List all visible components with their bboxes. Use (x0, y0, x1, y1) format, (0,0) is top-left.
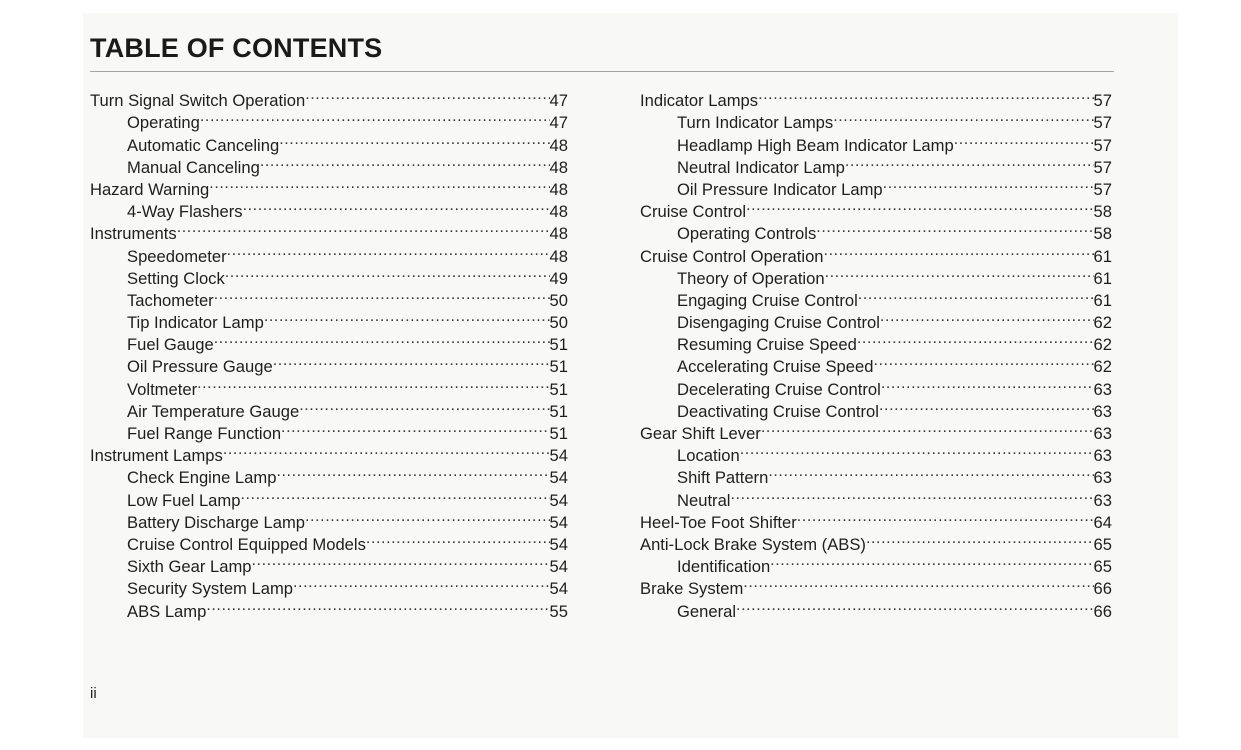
toc-entry-page-number: 63 (1093, 490, 1112, 510)
toc-entry-label: Setting Clock (127, 268, 225, 288)
dot-leader (200, 106, 550, 128)
toc-entry-page-number: 51 (549, 401, 568, 421)
dot-leader (223, 439, 550, 461)
dot-leader (833, 106, 1093, 128)
toc-entry-label: Turn Signal Switch Operation (90, 91, 306, 111)
dot-leader (879, 395, 1094, 417)
dot-leader (743, 572, 1093, 594)
toc-entry-page-number: 57 (1093, 179, 1112, 199)
toc-entry-label: Turn Indicator Lamps (677, 113, 834, 133)
toc-entry-label: Tachometer (127, 290, 214, 310)
toc-right-column (640, 84, 1112, 621)
dot-leader (816, 217, 1093, 239)
toc-entry-page-number: 57 (1093, 157, 1112, 177)
toc-entry-page-number: 61 (1093, 246, 1112, 266)
dot-leader (227, 239, 550, 261)
toc-entry-label: Indicator Lamps (640, 91, 759, 111)
dot-leader (873, 350, 1093, 372)
dot-leader (881, 372, 1094, 394)
dot-leader (731, 483, 1094, 505)
toc-entry-page-number: 61 (1093, 290, 1112, 310)
dot-leader (746, 195, 1093, 217)
toc-entry-label: Battery Discharge Lamp (127, 512, 306, 532)
dot-leader (305, 506, 550, 528)
toc-entry-page-number: 63 (1093, 468, 1112, 488)
toc-entry-page-number: 63 (1093, 401, 1112, 421)
toc-entry-page-number: 54 (549, 557, 568, 577)
toc-entry-page-number: 54 (549, 490, 568, 510)
dot-leader (206, 594, 549, 616)
toc-entry-page-number: 54 (549, 468, 568, 488)
toc-entry-page-number: 48 (549, 202, 568, 222)
toc-entry-label: Fuel Range Function (127, 424, 282, 443)
toc-entry-label: Operating (127, 113, 200, 133)
toc-entry-page-number: 47 (549, 113, 568, 133)
toc-entry-page-number: 51 (549, 379, 568, 399)
toc-entry-label: Oil Pressure Gauge (127, 357, 273, 377)
toc-entry-page-number: 62 (1093, 357, 1112, 377)
toc-entry-page-number: 66 (1093, 579, 1112, 599)
dot-leader (366, 528, 550, 550)
toc-entry-label: Fuel Gauge (127, 335, 214, 355)
title-divider (90, 71, 1114, 72)
toc-entry-label: Identification (677, 557, 771, 577)
toc-entry-page-number: 54 (549, 446, 568, 466)
dot-leader (770, 550, 1093, 572)
toc-entry-label: Location (677, 446, 740, 466)
toc-entry-page-number: 65 (1093, 557, 1112, 577)
dot-leader (264, 306, 550, 328)
toc-entry-label: Oil Pressure Indicator Lamp (677, 179, 883, 199)
toc-entry-label: Shift Pattern (677, 468, 769, 488)
page-number-folio: ii (90, 685, 97, 702)
toc-entry-label: Heel-Toe Foot Shifter (640, 512, 797, 532)
toc-entry-label: 4-Way Flashers (127, 202, 243, 222)
toc-entry-page-number: 58 (1093, 202, 1112, 222)
toc-entry-page-number: 62 (1093, 335, 1112, 355)
toc-entry-page-number: 48 (549, 157, 568, 177)
toc-entry-page-number: 47 (549, 91, 568, 111)
toc-entry-label: Decelerating Cruise Control (677, 379, 881, 399)
toc-entry-page-number: 48 (549, 135, 568, 155)
toc-entry-label: Accelerating Cruise Speed (677, 357, 874, 377)
toc-entry-page-number: 49 (549, 268, 568, 288)
toc-entry-page-number: 63 (1093, 424, 1112, 443)
toc-entry-page-number: 55 (549, 601, 568, 621)
dot-leader (954, 128, 1094, 150)
dot-leader (197, 372, 549, 394)
dot-leader (209, 173, 549, 195)
toc-entry-page-number: 50 (549, 290, 568, 310)
dot-leader (736, 594, 1093, 616)
toc-entry-page-number: 51 (549, 357, 568, 377)
toc-entry-page-number: 48 (549, 224, 568, 244)
toc-entry-label: Low Fuel Lamp (127, 490, 241, 510)
toc-entry-page-number: 61 (1093, 268, 1112, 288)
dot-leader (299, 395, 549, 417)
dot-leader (880, 306, 1094, 328)
toc-entry-label: Check Engine Lamp (127, 468, 277, 488)
document-page (83, 13, 1178, 738)
dot-leader (305, 84, 549, 106)
toc-entry-label: Instruments (90, 224, 177, 244)
toc-entry-label: ABS Lamp (127, 601, 207, 621)
toc-entry-page-number: 66 (1093, 601, 1112, 621)
toc-entry-label: Engaging Cruise Control (677, 290, 858, 310)
dot-leader (214, 328, 550, 350)
toc-entry-label: Disengaging Cruise Control (677, 313, 880, 333)
dot-leader (279, 128, 549, 150)
dot-leader (845, 151, 1094, 173)
dot-leader (858, 284, 1094, 306)
toc-entry[interactable] (90, 84, 568, 111)
dot-leader (866, 528, 1094, 550)
toc-entry-page-number: 65 (1093, 534, 1112, 554)
toc-entry-page-number: 63 (1093, 379, 1112, 399)
toc-entry-page-number: 62 (1093, 313, 1112, 333)
dot-leader (824, 239, 1094, 261)
toc-entry-label: Instrument Lamps (90, 446, 223, 466)
toc-entry-label: Theory of Operation (677, 268, 825, 288)
toc-entry-page-number: 64 (1093, 512, 1112, 532)
toc-entry[interactable] (640, 84, 1112, 111)
dot-leader (825, 262, 1094, 284)
toc-entry-label: Speedometer (127, 246, 227, 266)
dot-leader (293, 572, 550, 594)
toc-entry-page-number: 57 (1093, 113, 1112, 133)
toc-left-column (90, 84, 568, 621)
dot-leader (214, 284, 550, 306)
toc-entry-page-number: 57 (1093, 91, 1112, 111)
dot-leader (276, 461, 549, 483)
toc-entry-label: Anti-Lock Brake System (ABS) (640, 534, 866, 554)
dot-leader (240, 483, 549, 505)
toc-entry-page-number: 54 (549, 579, 568, 599)
toc-entry-label: Manual Canceling (127, 157, 260, 177)
toc-entry-label: Voltmeter (127, 379, 198, 399)
dot-leader (768, 461, 1093, 483)
dot-leader (883, 173, 1094, 195)
toc-entry-label: Deactivating Cruise Control (677, 401, 879, 421)
toc-entry-label: Sixth Gear Lamp (127, 557, 252, 577)
dot-leader (740, 439, 1094, 461)
toc-entry-page-number: 54 (549, 512, 568, 532)
toc-entry-label: Gear Shift Lever (640, 424, 761, 443)
toc-entry-page-number: 58 (1093, 224, 1112, 244)
dot-leader (761, 417, 1094, 439)
dot-leader (260, 151, 550, 173)
dot-leader (243, 195, 550, 217)
toc-entry-label: Security System Lamp (127, 579, 293, 599)
toc-entry-label: Tip Indicator Lamp (127, 313, 264, 333)
dot-leader (857, 328, 1094, 350)
toc-entry-label: Cruise Control (640, 202, 747, 222)
dot-leader (281, 417, 549, 439)
toc-entry-label: Automatic Canceling (127, 135, 280, 155)
toc-entry-page-number: 57 (1093, 135, 1112, 155)
toc-entry-label: General (677, 601, 737, 621)
toc-entry-page-number: 48 (549, 246, 568, 266)
toc-entry-page-number: 51 (549, 335, 568, 355)
toc-entry-label: Headlamp High Beam Indicator Lamp (677, 135, 954, 155)
toc-entry-page-number: 63 (1093, 446, 1112, 466)
dot-leader (273, 350, 550, 372)
toc-entry-label: Cruise Control Operation (640, 246, 824, 266)
dot-leader (758, 84, 1093, 106)
toc-entry-page-number: 54 (549, 534, 568, 554)
toc-entry-label: Resuming Cruise Speed (677, 335, 857, 355)
toc-entry-label: Operating Controls (677, 224, 817, 244)
toc-entry-page-number: 48 (549, 179, 568, 199)
toc-entry-label: Brake System (640, 579, 744, 599)
toc-entry-page-number: 50 (549, 313, 568, 333)
dot-leader (225, 262, 550, 284)
page-title: TABLE OF CONTENTS (90, 33, 383, 63)
toc-entry-label: Neutral (677, 490, 731, 510)
toc-entry-label: Cruise Control Equipped Models (127, 534, 366, 554)
toc-entry-label: Hazard Warning (90, 179, 210, 199)
dot-leader (252, 550, 550, 572)
toc-entry-page-number: 51 (549, 424, 568, 443)
toc-entry-label: Neutral Indicator Lamp (677, 157, 845, 177)
toc-entry-label: Air Temperature Gauge (127, 401, 300, 421)
dot-leader (797, 506, 1094, 528)
dot-leader (177, 217, 550, 239)
